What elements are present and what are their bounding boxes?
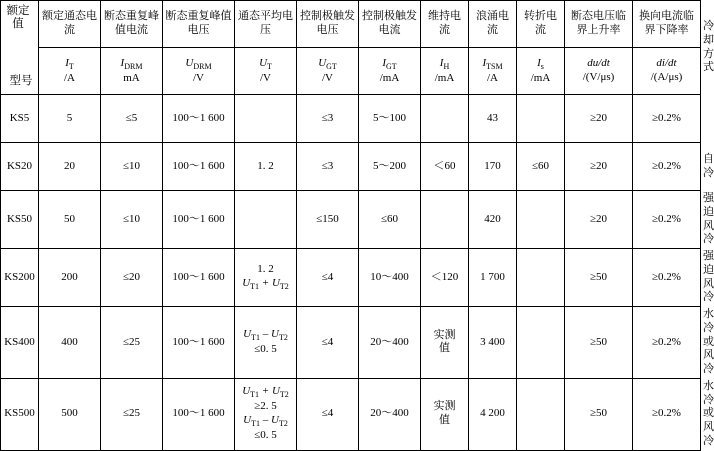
symbol-ut: $U_T$ <box>259 56 272 71</box>
col-symbol-igt <box>359 48 421 95</box>
cell-igt: 20～400 <box>359 378 421 450</box>
col-title-ih: 维持电流 <box>421 1 469 48</box>
table-row: KS400 400 ≤25 100～1 600 $U_{T1} - U_{T2}$ ≤0. 5 ≤4 20～400 实测 值 3 400 ≥50 ≥0.2% 水冷或 风冷 <box>1 307 701 379</box>
col-symbol-itsm <box>469 48 517 95</box>
cell-igt: 10～400 <box>359 249 421 307</box>
ut-line2: ≤0. 5 <box>254 343 277 356</box>
cell-igt: 5～200 <box>359 143 421 191</box>
col-title-igt: 控制极触发电流 <box>359 1 421 48</box>
col-symbol-didt <box>633 48 701 95</box>
ih-line2: 值 <box>439 342 450 355</box>
col-title-udrm: 断态重复峰值电压 <box>163 1 235 48</box>
unit-didt: /(A/μs) <box>650 71 683 83</box>
cell-didt: ≥0.2% <box>633 307 701 379</box>
cell-ih <box>421 191 469 249</box>
cell-idrm: ≤25 <box>101 307 163 379</box>
unit-it: /A <box>64 71 75 84</box>
col-symbol-idrm <box>101 48 163 95</box>
cell-idrm: ≤10 <box>101 191 163 249</box>
table-row: KS20 20 ≤10 100～1 600 1. 2 ≤3 5～200 ＜60 170 ≤60 ≥20 ≥0.2% 自冷 <box>1 143 701 191</box>
cell-idrm: ≤5 <box>101 95 163 143</box>
cell-dudt: ≥20 <box>565 191 633 249</box>
cell-it: 400 <box>39 307 101 379</box>
cell-igt: 5～100 <box>359 95 421 143</box>
unit-ih: /mA <box>434 71 455 84</box>
symbol-didt: di/dt <box>656 57 677 70</box>
cell-didt: ≥0.2% <box>633 95 701 143</box>
ih-line1: 实测 <box>433 400 456 413</box>
col-symbol-it <box>39 48 101 95</box>
cell-ih: ＜60 <box>421 143 469 191</box>
cell-ih: ＜120 <box>421 249 469 307</box>
symbol-udrm: $U_{DRM}$ <box>185 56 212 71</box>
corner-header-cell <box>1 1 39 95</box>
symbol-it: $I_T$ <box>65 56 74 71</box>
unit-igt: /mA <box>379 71 400 84</box>
col-symbol-ugt <box>297 48 359 95</box>
cell-idrm: ≤25 <box>101 378 163 450</box>
ih-line1: 实测 <box>433 328 456 341</box>
cell-itsm: 1 700 <box>469 249 517 307</box>
col-title-didt: 换向电流临界下降率 <box>633 1 701 48</box>
cell-is <box>517 191 565 249</box>
cell-dudt: ≥50 <box>565 249 633 307</box>
col-title-ugt: 控制极触发电压 <box>297 1 359 48</box>
table-row: KS500 500 ≤25 100～1 600 $U_{T1} + U_{T2}$ ≥2. 5 $U_{T1} - U_{T2}$ ≤0. 5 ≤4 20～400 实测 值 4 200 ≥50 ≥0.2% 水冷或 风冷 <box>1 378 701 450</box>
table-row <box>1 95 701 143</box>
cell-dudt: ≥20 <box>565 95 633 143</box>
cell-dudt: ≥50 <box>565 307 633 379</box>
cell-igt: ≤60 <box>359 191 421 249</box>
cell-udrm: 100～1 600 <box>163 307 235 379</box>
cell-ugt: ≤4 <box>297 249 359 307</box>
cell-ih <box>421 307 469 379</box>
cell-didt: ≥0.2% <box>633 378 701 450</box>
col-title-is: 转折电流 <box>517 1 565 48</box>
cell-it: 50 <box>39 191 101 249</box>
cell-it: 200 <box>39 249 101 307</box>
cell-it: 20 <box>39 143 101 191</box>
cell-ih <box>421 95 469 143</box>
unit-ugt: /V <box>322 71 333 84</box>
cell-didt: ≥0.2% <box>633 249 701 307</box>
cell-model: KS5 <box>1 95 39 143</box>
cell-ugt: ≤4 <box>297 378 359 450</box>
unit-dudt: /(V/μs) <box>582 71 615 83</box>
ut-line3: $U_{T1} - U_{T2}$ <box>243 414 288 429</box>
symbol-igt: $I_{GT}$ <box>382 56 397 71</box>
cell-is: ≤60 <box>517 143 565 191</box>
col-symbol-ut <box>235 48 297 95</box>
col-symbol-udrm <box>163 48 235 95</box>
col-title-ut: 通态平均电压 <box>235 1 297 48</box>
cell-model: KS500 <box>1 378 39 450</box>
ut-line4: ≤0. 5 <box>254 429 277 442</box>
cell-dudt: ≥20 <box>565 143 633 191</box>
cell-udrm: 100～1 600 <box>163 143 235 191</box>
ut-line2: $U_{T1} + U_{T2}$ <box>242 276 289 291</box>
cell-ut <box>235 307 297 379</box>
ut-line1: $U_{T1} + U_{T2}$ <box>242 385 289 400</box>
cell-ugt: ≤3 <box>297 95 359 143</box>
col-symbol-ih <box>421 48 469 95</box>
cell-model: KS200 <box>1 249 39 307</box>
cell-model: KS50 <box>1 191 39 249</box>
unit-itsm: /A <box>487 71 498 84</box>
corner-bottom-label: 型号 <box>9 74 33 87</box>
cell-is <box>517 307 565 379</box>
cell-ugt: ≤3 <box>297 143 359 191</box>
cell-udrm: 100～1 600 <box>163 378 235 450</box>
cell-itsm: 4 200 <box>469 378 517 450</box>
cell-didt: ≥0.2% <box>633 191 701 249</box>
unit-ut: /V <box>260 71 271 84</box>
unit-udrm: /V <box>193 71 204 84</box>
cell-ut <box>235 191 297 249</box>
symbol-dudt: du/dt <box>587 57 610 70</box>
cell-didt: ≥0.2% <box>633 143 701 191</box>
cell-model: KS400 <box>1 307 39 379</box>
symbol-itsm: $I_{TSM}$ <box>482 56 503 71</box>
symbol-ih: $I_H$ <box>439 56 450 71</box>
col-symbol-is <box>517 48 565 95</box>
unit-idrm: mA <box>123 71 140 84</box>
cell-dudt: ≥50 <box>565 378 633 450</box>
header-row-titles: 额定值 型号 额定通态电流 断态重复峰值电流 断态重复峰值电压 通态平均电压 控制极触发电压 控制极触发电流 维持电流 浪涌电流 转折电流 断态电压临界上升率 换向电流临界下降率 冷却方式 <box>1 1 701 48</box>
ih-line2: 值 <box>439 414 450 427</box>
ut-line2: ≥2. 5 <box>254 400 277 413</box>
cell-udrm: 100～1 600 <box>163 191 235 249</box>
cell-udrm: 100～1 600 <box>163 95 235 143</box>
ut-line1: $U_{T1} - U_{T2}$ <box>243 327 288 343</box>
cell-ugt: ≤4 <box>297 307 359 379</box>
cell-itsm: 43 <box>469 95 517 143</box>
symbol-is: $I_s$ <box>537 56 544 71</box>
cell-it: 500 <box>39 378 101 450</box>
header-row-symbols <box>1 48 701 95</box>
cell-itsm: 420 <box>469 191 517 249</box>
cell-idrm: ≤20 <box>101 249 163 307</box>
cell-udrm: 100～1 600 <box>163 249 235 307</box>
symbol-idrm: $I_{DRM}$ <box>120 56 143 71</box>
col-title-it: 额定通态电流 <box>39 1 101 48</box>
corner-top-label: 额定值 <box>6 5 30 31</box>
cell-ut <box>235 249 297 307</box>
col-title-itsm: 浪涌电流 <box>469 1 517 48</box>
cell-idrm: ≤10 <box>101 143 163 191</box>
cell-ut <box>235 95 297 143</box>
symbol-ugt: $U_{GT}$ <box>318 56 337 71</box>
col-title-idrm: 断态重复峰值电流 <box>101 1 163 48</box>
cell-itsm: 3 400 <box>469 307 517 379</box>
table-row: KS200 200 ≤20 100～1 600 1. 2 $U_{T1} + U_{T2}$ ≤4 10～400 ＜120 1 700 ≥50 ≥0.2% 强迫风冷 <box>1 249 701 307</box>
cell-ut <box>235 378 297 450</box>
cell-igt: 20～400 <box>359 307 421 379</box>
cell-ih <box>421 378 469 450</box>
table-row: KS50 50 ≤10 100～1 600 ≤150 ≤60 420 ≥20 ≥0.2% 强迫风冷 <box>1 191 701 249</box>
ut-line1: 1. 2 <box>257 263 274 276</box>
cell-is <box>517 249 565 307</box>
cell-is <box>517 95 565 143</box>
cell-is <box>517 378 565 450</box>
cell-it: 5 <box>39 95 101 143</box>
unit-is: /mA <box>530 71 551 84</box>
cell-itsm: 170 <box>469 143 517 191</box>
col-symbol-dudt <box>565 48 633 95</box>
cell-model: KS20 <box>1 143 39 191</box>
cell-ut: 1. 2 <box>235 143 297 191</box>
cell-ugt: ≤150 <box>297 191 359 249</box>
col-title-dudt: 断态电压临界上升率 <box>565 1 633 48</box>
